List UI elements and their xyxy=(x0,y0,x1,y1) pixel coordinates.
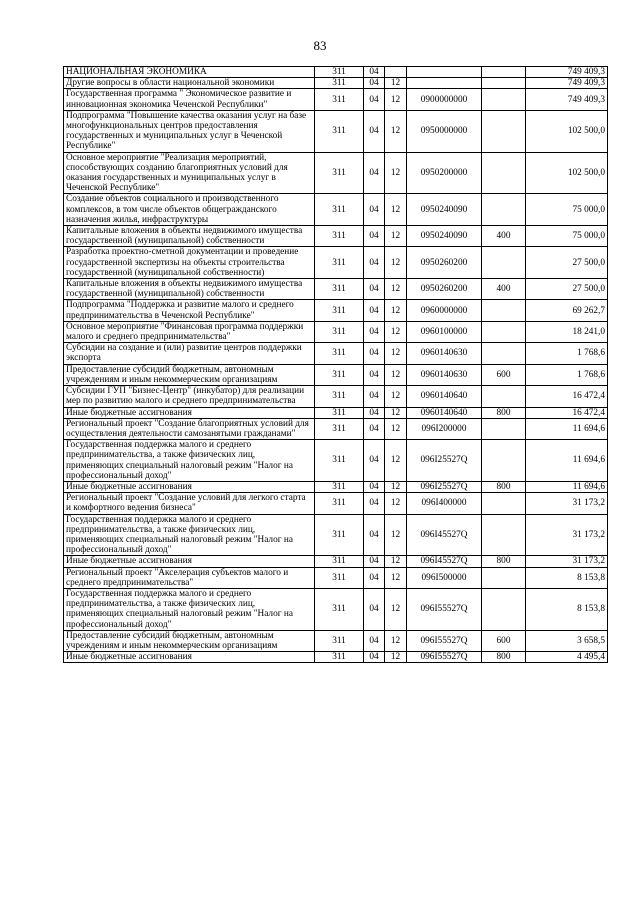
row-amount: 31 173,2 xyxy=(526,493,608,514)
row-subsection-code: 12 xyxy=(385,321,407,342)
row-target-article: 096I200000 xyxy=(407,418,482,439)
table-row xyxy=(64,481,608,492)
row-amount: 27 500,0 xyxy=(526,247,608,279)
row-amount: 16 472,4 xyxy=(526,386,608,407)
row-section-code: 04 xyxy=(364,226,385,247)
row-expense-type xyxy=(482,300,526,321)
row-expense-type xyxy=(482,321,526,342)
row-target-article: 0960100000 xyxy=(407,321,482,342)
row-expense-type xyxy=(482,514,526,556)
row-gr-code: 311 xyxy=(315,226,364,247)
row-gr-code: 311 xyxy=(315,386,364,407)
page-number: 83 xyxy=(313,38,327,53)
row-target-article: 0960000000 xyxy=(407,300,482,321)
row-gr-code: 311 xyxy=(315,78,364,89)
row-section-code: 04 xyxy=(364,300,385,321)
row-target-article: 096I25527Q xyxy=(407,440,482,482)
table-row xyxy=(64,556,608,567)
row-name: Подпрограмма "Поддержка и развитие малого и среднего предпринимательства в Чеченской Республике" xyxy=(64,300,315,321)
row-name: Основное мероприятие "Реализация мероприятий, способствующих созданию благоприятных условий для оказания государственных и муниципальных услуг в Чеченской Республике" xyxy=(64,152,315,194)
row-subsection-code: 12 xyxy=(385,493,407,514)
row-name: Региональный проект "Акселерация субъектов малого и среднего предпринимательства" xyxy=(64,567,315,588)
table-row xyxy=(64,300,608,321)
row-gr-code: 311 xyxy=(315,588,364,630)
table-row xyxy=(64,279,608,300)
row-target-article: 096I25527Q xyxy=(407,481,482,492)
table-row xyxy=(64,67,608,78)
row-expense-type: 600 xyxy=(482,364,526,385)
row-expense-type xyxy=(482,418,526,439)
row-expense-type: 400 xyxy=(482,279,526,300)
table-row xyxy=(64,567,608,588)
table-row xyxy=(64,152,608,194)
row-gr-code: 311 xyxy=(315,652,364,663)
row-amount: 8 153,8 xyxy=(526,588,608,630)
row-amount: 102 500,0 xyxy=(526,152,608,194)
row-section-code: 04 xyxy=(364,194,385,226)
row-amount: 75 000,0 xyxy=(526,194,608,226)
row-subsection-code: 12 xyxy=(385,567,407,588)
row-subsection-code: 12 xyxy=(385,652,407,663)
row-target-article: 0950000000 xyxy=(407,110,482,152)
row-section-code: 04 xyxy=(364,481,385,492)
row-amount: 75 000,0 xyxy=(526,226,608,247)
row-subsection-code: 12 xyxy=(385,279,407,300)
row-expense-type: 600 xyxy=(482,630,526,651)
row-name: Другие вопросы в области национальной экономики xyxy=(64,78,315,89)
row-name: Подпрограмма "Повышение качества оказания услуг на базе многофункциональных центров предоставления государственных и муниципальных услуг в Чеченской Республике" xyxy=(64,110,315,152)
row-amount: 1 768,6 xyxy=(526,343,608,364)
row-expense-type xyxy=(482,588,526,630)
row-target-article xyxy=(407,78,482,89)
row-name: НАЦИОНАЛЬНАЯ ЭКОНОМИКА xyxy=(64,67,315,78)
row-subsection-code xyxy=(385,67,407,78)
row-section-code: 04 xyxy=(364,440,385,482)
row-subsection-code: 12 xyxy=(385,110,407,152)
row-name: Иные бюджетные ассигнования xyxy=(64,556,315,567)
row-section-code: 04 xyxy=(364,652,385,663)
row-section-code: 04 xyxy=(364,279,385,300)
row-subsection-code: 12 xyxy=(385,247,407,279)
row-expense-type xyxy=(482,194,526,226)
row-gr-code: 311 xyxy=(315,152,364,194)
row-amount: 102 500,0 xyxy=(526,110,608,152)
table-row xyxy=(64,418,608,439)
row-gr-code: 311 xyxy=(315,418,364,439)
row-subsection-code: 12 xyxy=(385,440,407,482)
table-row xyxy=(64,386,608,407)
table-row xyxy=(64,493,608,514)
row-section-code: 04 xyxy=(364,321,385,342)
row-name: Государственная поддержка малого и среднего предпринимательства, а также физических лиц, применяющих специальный налоговый режим "Налог на профессиональный доход" xyxy=(64,440,315,482)
table-row xyxy=(64,364,608,385)
row-target-article: 096I45527Q xyxy=(407,556,482,567)
row-expense-type xyxy=(482,78,526,89)
row-target-article: 0950240090 xyxy=(407,194,482,226)
row-name: Предоставление субсидий бюджетным, автономным учреждениям и иным некоммерческим организациям xyxy=(64,364,315,385)
row-amount: 749 409,3 xyxy=(526,78,608,89)
row-name: Основное мероприятие "Финансовая программа поддержки малого и среднего предпринимательства" xyxy=(64,321,315,342)
row-name: Государственная программа " Экономическое развитие и инновационная экономика Чеченской Республики" xyxy=(64,89,315,110)
row-expense-type xyxy=(482,567,526,588)
row-name: Разработка проектно-сметной документации и проведение государственной экспертизы на объекты строительства государственной (муниципальной собственности) xyxy=(64,247,315,279)
row-section-code: 04 xyxy=(364,343,385,364)
row-section-code: 04 xyxy=(364,493,385,514)
table-row xyxy=(64,247,608,279)
row-section-code: 04 xyxy=(364,89,385,110)
row-subsection-code: 12 xyxy=(385,226,407,247)
row-section-code: 04 xyxy=(364,386,385,407)
row-subsection-code: 12 xyxy=(385,630,407,651)
row-target-article: 096I55527Q xyxy=(407,630,482,651)
table-row xyxy=(64,343,608,364)
row-amount: 749 409,3 xyxy=(526,67,608,78)
row-subsection-code: 12 xyxy=(385,89,407,110)
row-amount: 31 173,2 xyxy=(526,514,608,556)
row-amount: 16 472,4 xyxy=(526,407,608,418)
row-subsection-code: 12 xyxy=(385,588,407,630)
row-amount: 27 500,0 xyxy=(526,279,608,300)
row-name: Иные бюджетные ассигнования xyxy=(64,407,315,418)
row-gr-code: 311 xyxy=(315,321,364,342)
row-expense-type xyxy=(482,247,526,279)
row-expense-type xyxy=(482,89,526,110)
row-expense-type xyxy=(482,440,526,482)
row-expense-type xyxy=(482,110,526,152)
row-subsection-code: 12 xyxy=(385,407,407,418)
row-target-article: 0950260200 xyxy=(407,247,482,279)
row-amount: 3 658,5 xyxy=(526,630,608,651)
row-gr-code: 311 xyxy=(315,567,364,588)
row-gr-code: 311 xyxy=(315,194,364,226)
row-gr-code: 311 xyxy=(315,343,364,364)
row-gr-code: 311 xyxy=(315,556,364,567)
row-subsection-code: 12 xyxy=(385,78,407,89)
row-subsection-code: 12 xyxy=(385,364,407,385)
row-name: Региональный проект "Создание условий для легкого старта и комфортного ведения бизнеса" xyxy=(64,493,315,514)
row-amount: 1 768,6 xyxy=(526,364,608,385)
row-gr-code: 311 xyxy=(315,493,364,514)
row-amount: 18 241,0 xyxy=(526,321,608,342)
row-name: Иные бюджетные ассигнования xyxy=(64,652,315,663)
row-subsection-code: 12 xyxy=(385,418,407,439)
row-name: Иные бюджетные ассигнования xyxy=(64,481,315,492)
row-expense-type xyxy=(482,67,526,78)
table-row xyxy=(64,514,608,556)
row-section-code: 04 xyxy=(364,567,385,588)
row-name: Государственная поддержка малого и среднего предпринимательства, а также физических лиц, применяющих специальный налоговый режим "Налог на профессиональный доход" xyxy=(64,588,315,630)
row-amount: 11 694,6 xyxy=(526,418,608,439)
row-name: Государственная поддержка малого и среднего предпринимательства, а также физических лиц, применяющих специальный налоговый режим "Налог на профессиональный доход" xyxy=(64,514,315,556)
row-expense-type xyxy=(482,152,526,194)
row-name: Региональный проект "Создание благоприятных условий для осуществления деятельности самозанятыми гражданами" xyxy=(64,418,315,439)
row-amount: 11 694,6 xyxy=(526,440,608,482)
row-section-code: 04 xyxy=(364,630,385,651)
row-section-code: 04 xyxy=(364,247,385,279)
row-gr-code: 311 xyxy=(315,279,364,300)
row-amount: 749 409,3 xyxy=(526,89,608,110)
row-name: Капитальные вложения в объекты недвижимого имущества государственной (муниципальной) собственности xyxy=(64,226,315,247)
row-expense-type xyxy=(482,493,526,514)
table-row xyxy=(64,652,608,663)
table-row xyxy=(64,226,608,247)
row-section-code: 04 xyxy=(364,152,385,194)
row-amount: 69 262,7 xyxy=(526,300,608,321)
row-section-code: 04 xyxy=(364,67,385,78)
row-name: Предоставление субсидий бюджетным, автономным учреждениям и иным некоммерческим организациям xyxy=(64,630,315,651)
row-section-code: 04 xyxy=(364,78,385,89)
row-amount: 11 694,6 xyxy=(526,481,608,492)
row-section-code: 04 xyxy=(364,556,385,567)
row-subsection-code: 12 xyxy=(385,386,407,407)
row-target-article: 096I400000 xyxy=(407,493,482,514)
table-row xyxy=(64,110,608,152)
row-target-article: 0960140640 xyxy=(407,386,482,407)
row-name: Субсидии ГУП "Бизнес-Центр" (инкубатор) для реализации мер по развитию малого и среднего предпринимательства xyxy=(64,386,315,407)
row-subsection-code: 12 xyxy=(385,556,407,567)
row-section-code: 04 xyxy=(364,364,385,385)
row-gr-code: 311 xyxy=(315,514,364,556)
row-expense-type: 800 xyxy=(482,652,526,663)
row-target-article xyxy=(407,67,482,78)
row-target-article: 0900000000 xyxy=(407,89,482,110)
row-gr-code: 311 xyxy=(315,630,364,651)
row-subsection-code: 12 xyxy=(385,300,407,321)
row-gr-code: 311 xyxy=(315,89,364,110)
table-row xyxy=(64,89,608,110)
table-row xyxy=(64,194,608,226)
row-name: Капитальные вложения в объекты недвижимого имущества государственной (муниципальной) собственности xyxy=(64,279,315,300)
table-row xyxy=(64,630,608,651)
row-target-article: 0950240090 xyxy=(407,226,482,247)
row-target-article: 096I55527Q xyxy=(407,652,482,663)
table-row xyxy=(64,78,608,89)
row-section-code: 04 xyxy=(364,514,385,556)
row-target-article: 0950260200 xyxy=(407,279,482,300)
row-gr-code: 311 xyxy=(315,364,364,385)
row-gr-code: 311 xyxy=(315,247,364,279)
table-body xyxy=(64,67,608,663)
row-target-article: 0960140630 xyxy=(407,364,482,385)
row-expense-type: 400 xyxy=(482,226,526,247)
table-row xyxy=(64,407,608,418)
row-section-code: 04 xyxy=(364,110,385,152)
row-subsection-code: 12 xyxy=(385,343,407,364)
row-amount: 8 153,8 xyxy=(526,567,608,588)
row-subsection-code: 12 xyxy=(385,194,407,226)
row-gr-code: 311 xyxy=(315,67,364,78)
row-gr-code: 311 xyxy=(315,110,364,152)
row-amount: 31 173,2 xyxy=(526,556,608,567)
row-target-article: 0960140640 xyxy=(407,407,482,418)
row-section-code: 04 xyxy=(364,588,385,630)
row-expense-type xyxy=(482,386,526,407)
row-expense-type xyxy=(482,343,526,364)
row-section-code: 04 xyxy=(364,418,385,439)
row-section-code: 04 xyxy=(364,407,385,418)
row-target-article: 0950200000 xyxy=(407,152,482,194)
row-subsection-code: 12 xyxy=(385,481,407,492)
row-target-article: 096I45527Q xyxy=(407,514,482,556)
row-name: Создание объектов социального и производственного комплексов, в том числе объектов общегражданского назначения жилья, инфраструктуры xyxy=(64,194,315,226)
row-expense-type: 800 xyxy=(482,556,526,567)
table-row xyxy=(64,440,608,482)
row-subsection-code: 12 xyxy=(385,514,407,556)
row-expense-type: 800 xyxy=(482,407,526,418)
table-row xyxy=(64,321,608,342)
row-expense-type: 800 xyxy=(482,481,526,492)
row-target-article: 0960140630 xyxy=(407,343,482,364)
row-name: Субсидии на создание и (или) развитие центров поддержки экспорта xyxy=(64,343,315,364)
row-subsection-code: 12 xyxy=(385,152,407,194)
budget-table xyxy=(63,66,608,663)
row-gr-code: 311 xyxy=(315,300,364,321)
row-target-article: 096I55527Q xyxy=(407,588,482,630)
row-amount: 4 495,4 xyxy=(526,652,608,663)
row-gr-code: 311 xyxy=(315,481,364,492)
table-row xyxy=(64,588,608,630)
row-target-article: 096I500000 xyxy=(407,567,482,588)
row-gr-code: 311 xyxy=(315,407,364,418)
row-gr-code: 311 xyxy=(315,440,364,482)
